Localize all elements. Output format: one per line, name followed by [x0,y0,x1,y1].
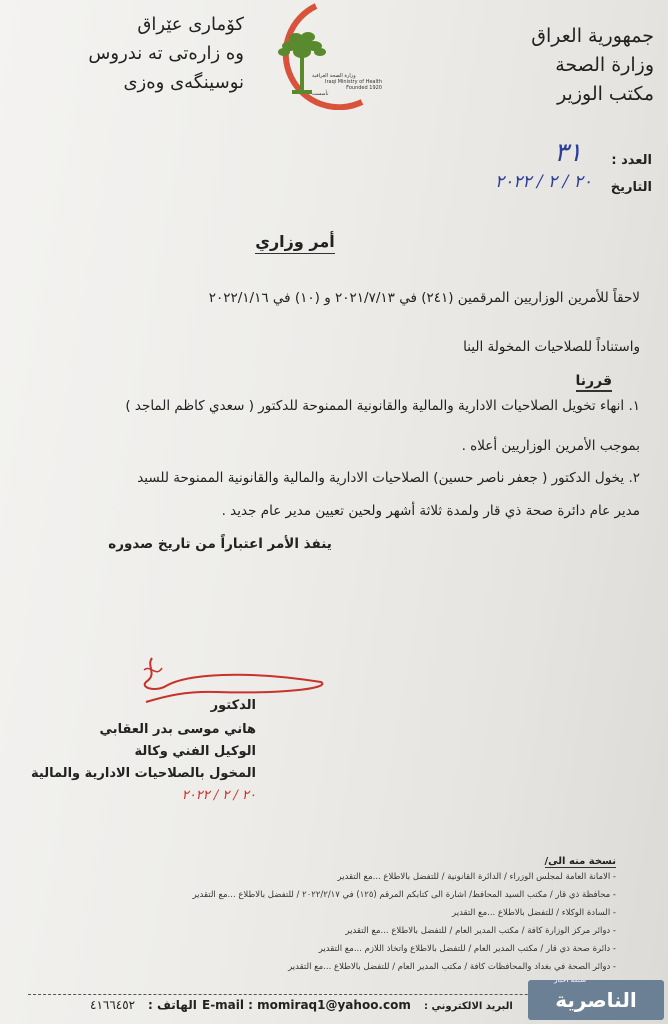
header-line-ministry: وزارة الصحة [555,54,654,76]
logo-caption-founded: Founded 1920 [346,85,382,91]
kurdish-line-3: نوسینگەی وەزی [123,72,244,93]
footer-phone-value: ٤١٦٦٤٥٢ [90,998,136,1012]
item-1-line-2: بموجب الأمرين الوزاريين أعلاه . [461,438,640,454]
signature-date [6,788,256,803]
kurdish-header [0,10,244,97]
copy-item: - السادة الوكلاء / للتفضل بالاطلاع ...مع التقدير [452,908,616,918]
logo-caption-founded-ar: تأسست [312,91,329,97]
watermark-logo [528,977,664,1020]
copy-item: - الامانة العامة لمجلس الوزراء / الدائرة القانونية / للتفضل بالاطلاع ...مع التقدير [337,872,616,882]
item-2-line-2: مدير عام دائرة صحة ذي قار ولمدة ثلاثة أشهر ولحين تعيين مدير عام جديد . [221,503,640,519]
order-effective-line: ينفذ الأمر اعتباراً من تاريخ صدوره [108,536,332,552]
logo-caption-arabic: وزارة الصحة العراقية [312,73,356,79]
signature-name: هاني موسى بدر العقابي [99,722,256,737]
kurdish-line-1: كۆماری عێراق [137,14,244,35]
number-label: العدد : [611,153,652,168]
number-value: ٣١ [554,138,582,168]
date-value: ٢٠ / ٢ / ٢٠٢٢ [494,172,592,192]
watermark-text: الناصرية [555,988,637,1012]
footer-phone-label: الهاتف : [148,998,197,1012]
date-label: التاريخ [610,180,652,195]
item-1-line-1: ١. انهاء تخويل الصلاحيات الادارية والمالية والقانونية الممنوحة للدكتور ( سعدي كاظم الماجد ) [125,398,640,414]
decided-heading: قررنا [576,373,612,392]
footer-email: E-mail : momiraq1@yahoo.com [202,998,411,1012]
document-title [0,232,590,251]
signature-date-text: ٢٠ / ٢ / ٢٠٢٢ [181,788,256,803]
arabic-header [454,22,654,109]
intro-line-1: لاحقاً للأمرين الوزاريين المرقمين (٢٤١) في ٢٠٢١/٧/١٣ و (١٠) في ٢٠٢٢/١/١٦ [208,290,640,306]
logo-caption [312,73,382,97]
copy-item: - دوائر الصحة في بغداد والمحافظات كافة / مكتب المدير العام / للتفضل بالاطلاع ...مع التقدير [288,962,616,972]
signature-title: الدكتور [210,698,256,713]
copy-item: - دوائر مركز الوزارة كافة / مكتب المدير العام / للتفضل بالاطلاع ...مع التقدير [345,926,616,936]
header-line-republic: جمهورية العراق [531,25,654,47]
header-line-office: مكتب الوزير [557,83,654,105]
ministry-logo [244,2,392,110]
copy-item: - دائرة صحة ذي قار / مكتب المدير العام / للتفضل بالاطلاع واتخاذ اللازم ...مع التقدير [318,944,616,954]
footer-email-label: البريد الالكتروني : [424,1001,513,1012]
logo-caption-english: Iraqi Ministry of Health [324,79,382,85]
intro-line-2: واستناداً للصلاحيات المخولة الينا [463,339,640,355]
signature-authority: المخول بالصلاحيات الادارية والمالية [31,766,256,781]
item-2-line-1: ٢. يخول الدكتور ( جعفر ناصر حسين) الصلاحيات الادارية والمالية والقانونية الممنوحة للسيد [137,470,640,486]
watermark-small-text: شبكة أخبار [554,977,587,984]
title-text: أمر وزاري [255,232,334,254]
kurdish-line-2: وه زارەتی ته ندروس [88,43,244,64]
copies-heading: نسخة منه الى/ [544,856,616,867]
signature-position: الوكيل الفني وكالة [134,744,256,759]
copy-item: - محافظة ذي قار / مكتب السيد المحافظ/ اشارة الى كتابكم المرقم (١٢٥) في ٢٠٢٢/٢/١٧ / للتفضل بالاطلاع ...مع التقدير [192,890,616,900]
